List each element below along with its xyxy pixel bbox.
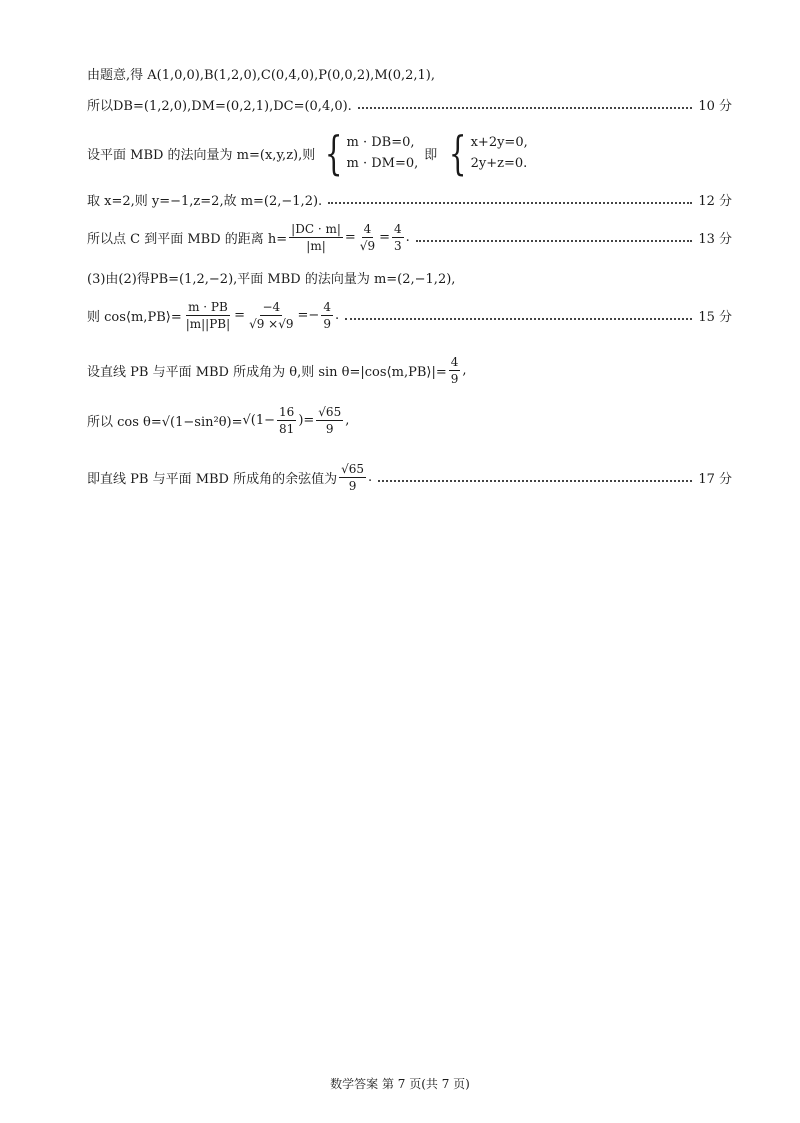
- leader-dots: [416, 240, 693, 242]
- line-text: 即: [424, 147, 438, 163]
- equation: m · DB=0,: [346, 135, 415, 150]
- brace-symbol: {: [449, 126, 467, 180]
- line-text: (3)由(2)得PB=(1,2,−2),平面 MBD 的法向量为 m=(2,−1,2),: [87, 272, 456, 287]
- fraction: $\frac{4}{9}$: [323, 300, 331, 331]
- line-text: 设平面 MBD 的法向量为 m=(x,y,z),则: [87, 147, 316, 163]
- line-text: 由题意,得 A(1,0,0),B(1,2,0),C(0,4,0),P(0,0,2),M(0,2,1),: [87, 68, 435, 83]
- equation: m · DM=0,: [346, 156, 419, 171]
- fraction: $\frac{-4}{√9 \times√9}$: [249, 300, 294, 331]
- fraction: $\frac{4}{√9}$: [359, 222, 376, 253]
- solution-line-10: 即直线 PB 与平面 MBD 所成角的余弦值为 $\frac{√65}{9}$ . 17 分: [87, 462, 732, 493]
- fraction: $\frac{4}{3}$: [393, 222, 402, 253]
- solution-line-3: [87, 126, 732, 180]
- line-text: 所以点 C 到平面 MBD 的距离 h=: [87, 232, 288, 247]
- solution-line-9: 所以 cos θ=√(1−sin²θ)= √(1− $\frac{16}{81}$ )= $\frac{√65}{9}$ ,: [87, 405, 350, 436]
- leader-dots: [345, 318, 692, 320]
- fraction: $\frac{4}{9}$: [450, 355, 459, 386]
- solution-line-2: [87, 95, 732, 114]
- equation-system-2: [443, 126, 528, 180]
- solution-line-6: [87, 268, 732, 287]
- fraction: $\frac{m \cdot PB}{|m||PB|}$: [185, 300, 231, 331]
- fraction: $\frac{√65}{9}$: [318, 405, 342, 436]
- line-text: 设直线 PB 与平面 MBD 所成角为 θ,则 sin θ=|cos⟨m,PB⟩|=: [87, 365, 447, 380]
- score-label: 10 分: [698, 99, 732, 114]
- leader-dots: [378, 480, 692, 482]
- fraction: $\frac{16}{81}$: [279, 405, 295, 436]
- leader-dots: [328, 202, 692, 204]
- solution-line-4: [87, 190, 732, 209]
- equation: x+2y=0,: [470, 135, 528, 150]
- line-text: 取 x=2,则 y=−1,z=2,故 m=(2,−1,2).: [87, 194, 323, 209]
- solution-line-7: 则 cos⟨m,PB⟩= $\frac{m \cdot PB}{|m||PB|}$ = $\frac{-4}{√9 \times√9}$ =− $\frac{4}{9}$ . 15 分: [87, 300, 732, 331]
- fraction: $\frac{√65}{9}$: [341, 462, 365, 493]
- score-label: 12 分: [698, 194, 732, 209]
- solution-line-5: 所以点 C 到平面 MBD 的距离 h= $\frac{|DC \cdot m|}{|m|}$ = $\frac{4}{√9}$ = $\frac{4}{3}$ . 13 分: [87, 222, 732, 253]
- score-label: 17 分: [698, 472, 732, 487]
- brace-symbol: {: [325, 126, 343, 180]
- equation: 2y+z=0.: [470, 156, 528, 171]
- fraction: $\frac{|DC \cdot m|}{|m|}$: [291, 222, 341, 253]
- page-footer: 数学答案 第 7 页(共 7 页): [330, 1077, 470, 1091]
- line-text: 则 cos⟨m,PB⟩=: [87, 310, 182, 325]
- line-text: 所以DB=(1,2,0),DM=(0,2,1),DC=(0,4,0).: [87, 99, 352, 114]
- solution-line-1: [87, 64, 732, 83]
- leader-dots: [358, 107, 692, 109]
- line-text: 所以 cos θ=√(1−sin²θ)=: [87, 415, 243, 430]
- line-text: 即直线 PB 与平面 MBD 所成角的余弦值为: [87, 472, 338, 487]
- equation-system-1: [319, 126, 419, 180]
- score-label: 13 分: [698, 232, 732, 247]
- solution-line-8: 设直线 PB 与平面 MBD 所成角为 θ,则 sin θ=|cos⟨m,PB⟩|= $\frac{4}{9}$ ,: [87, 355, 467, 386]
- score-label: 15 分: [698, 310, 732, 325]
